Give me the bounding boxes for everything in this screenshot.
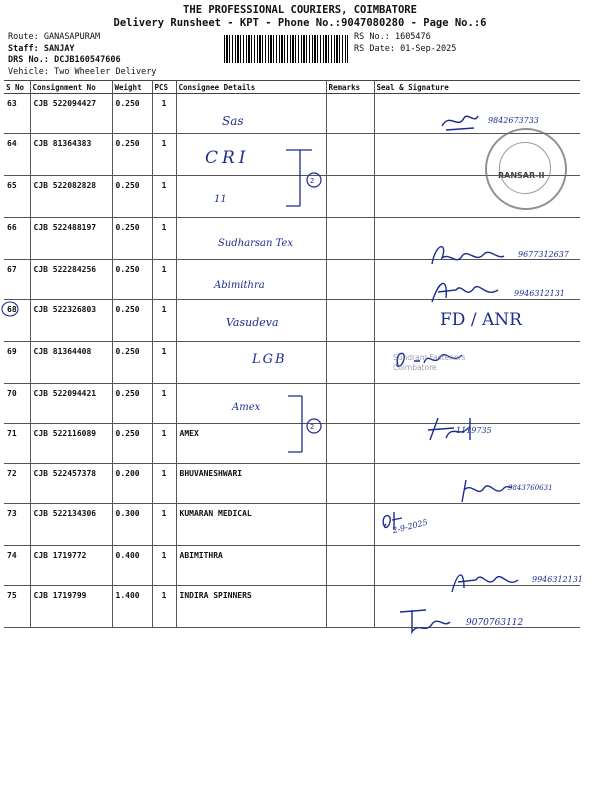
cell-consignee: ABIMITHRA [176,546,326,586]
cell-pcs: 1 [152,218,176,260]
cell-pcs: 1 [152,260,176,300]
signature-75 [396,606,452,636]
cell-sno: 73 [4,504,30,546]
handwritten-name-64: CRI [205,148,250,168]
serial-circle-68 [1,300,21,318]
col-sno: S No [4,81,30,94]
cell-consignment: CJB 522134306 [30,504,112,546]
runsheet-meta-right [354,32,456,55]
cell-remarks [326,424,374,464]
cell-consignment: CJB 522082828 [30,176,112,218]
cell-sno: 67 [4,260,30,300]
cell-consignee: INDIRA SPINNERS [176,586,326,628]
col-pcs: PCS [152,81,176,94]
cell-consignment: CJB 522457378 [30,464,112,504]
cell-pcs: 1 [152,586,176,628]
cell-remarks [326,300,374,342]
cell-weight: 0.250 [112,176,152,218]
cell-consignment: CJB 522284256 [30,260,112,300]
handwritten-name-70: Amex [232,402,261,413]
signature-66 [428,238,508,272]
cell-weight: 0.300 [112,504,152,546]
handwritten-phone-66: 9677312637 [518,250,569,259]
cell-sno: 75 [4,586,30,628]
staff-value: SANJAY [43,43,75,54]
cell-remarks [326,586,374,628]
barcode-image [224,35,348,63]
handwritten-name-65: 11 [214,194,227,205]
bracket-mark-70-71 [284,392,324,458]
company-stamp-69: Sundram Fasteners Coimbatore [393,353,466,372]
cell-remarks [326,176,374,218]
svg-text:2: 2 [310,423,315,431]
col-consignee: Consignee Details [176,81,326,94]
cell-consignment: CJB 81364408 [30,342,112,384]
handwritten-name-63: Sas [222,114,244,128]
vehicle-line: Vehicle: Two Wheeler Delivery [8,66,157,77]
staff-line: Staff: SANJAY [8,43,75,54]
cell-remarks [326,342,374,384]
rs-no-line: RS No.: 1605476 [354,32,431,42]
cell-consignment: CJB 522094427 [30,94,112,134]
table-header-row [4,81,580,94]
cell-consignee [176,94,326,134]
rs-no-value: 1605476 [394,32,431,42]
cell-consignment: CJB 522116089 [30,424,112,464]
cell-remarks [326,134,374,176]
cell-pcs: 1 [152,464,176,504]
cell-sno: 71 [4,424,30,464]
cell-remarks [326,94,374,134]
cell-pcs: 1 [152,134,176,176]
cell-weight: 0.250 [112,134,152,176]
handwritten-phone-72: 9843760631 [508,484,553,492]
handwritten-name-66: Sudharsan Tex [218,238,294,249]
handwritten-name-68: Vasudeva [226,316,279,329]
cell-consignment: CJB 1719772 [30,546,112,586]
company-seal-inner [499,142,551,194]
cell-pcs: 1 [152,94,176,134]
runsheet-meta-left [8,32,156,78]
cell-pcs: 1 [152,546,176,586]
cell-consignee: KUMARAN MEDICAL [176,504,326,546]
cell-consignee [176,342,326,384]
cell-pcs: 1 [152,300,176,342]
table-row [4,342,580,384]
cell-weight: 0.250 [112,342,152,384]
signature-72 [458,476,514,506]
rs-date-line: RS Date: 01-Sep-2025 [354,43,457,54]
col-seal: Seal & Signature [374,81,580,94]
cell-sno: 72 [4,464,30,504]
handwritten-phone-71: 1119735 [456,426,492,435]
table-row [4,504,580,546]
cell-remarks [326,504,374,546]
cell-weight: 1.400 [112,586,152,628]
col-consignment: Consignment No [30,81,112,94]
cell-weight: 0.200 [112,464,152,504]
cell-consignee: AMEX [176,424,326,464]
cell-weight: 0.400 [112,546,152,586]
vehicle-value: Two Wheeler Delivery [54,66,157,77]
cell-consignment: CJB 522488197 [30,218,112,260]
runsheet-subtitle: Delivery Runsheet - KPT - Phone No.:9047080280 - Page No.:6 [113,17,487,29]
handwritten-phone-67: 9946312131 [514,289,565,298]
cell-weight: 0.250 [112,384,152,424]
table-row [4,94,580,134]
drs-value: DCJB160547606 [54,55,121,65]
cell-sno: 65 [4,176,30,218]
cell-weight: 0.250 [112,94,152,134]
cell-consignment: CJB 1719799 [30,586,112,628]
cell-sno: 63 [4,94,30,134]
svg-text:2: 2 [310,177,315,185]
cell-weight: 0.250 [112,218,152,260]
signature-67 [428,274,502,306]
handwritten-name-69: LGB [252,352,287,367]
cell-remarks [326,464,374,504]
route-line: Route: GANASAPURAM [8,32,101,42]
col-weight: Weight [112,81,152,94]
handwritten-remark-68: FD / ANR [440,310,522,330]
cell-consignment: CJB 522326803 [30,300,112,342]
cell-weight: 0.250 [112,300,152,342]
cell-pcs: 1 [152,424,176,464]
company-seal-text: RANSAR-II [498,171,545,180]
handwritten-date-73: 2-9-2025 [391,517,429,536]
cell-sno: 64 [4,134,30,176]
bracket-mark-64-65 [282,142,322,212]
cell-sno: 74 [4,546,30,586]
drs-line: DRS No.: DCJB160547606 [8,55,121,65]
cell-sno: 69 [4,342,30,384]
handwritten-phone-63: 9842673733 [488,116,539,125]
cell-consignment: CJB 81364383 [30,134,112,176]
handwritten-phone-74: 9946312131 [532,575,583,584]
signature-63 [440,110,480,134]
route-value: GANASAPURAM [43,32,101,42]
cell-remarks [326,546,374,586]
cell-sno: 70 [4,384,30,424]
cell-remarks [326,260,374,300]
handwritten-name-67: Abimithra [214,280,265,291]
handwritten-phone-75: 9070763112 [466,618,524,628]
cell-consignment: CJB 522094421 [30,384,112,424]
cell-pcs: 1 [152,176,176,218]
cell-weight: 0.250 [112,424,152,464]
company-title: THE PROFESSIONAL COURIERS, COIMBATORE [183,4,417,16]
cell-remarks [326,384,374,424]
cell-consignee: BHUVANESHWARI [176,464,326,504]
rs-date-value: 01-Sep-2025 [400,43,457,54]
cell-sno: 68 [4,300,30,342]
cell-weight: 0.250 [112,260,152,300]
cell-pcs: 1 [152,384,176,424]
cell-pcs: 1 [152,504,176,546]
signature-74 [448,566,528,596]
cell-sno: 66 [4,218,30,260]
cell-pcs: 1 [152,342,176,384]
col-remarks: Remarks [326,81,374,94]
cell-remarks [326,218,374,260]
